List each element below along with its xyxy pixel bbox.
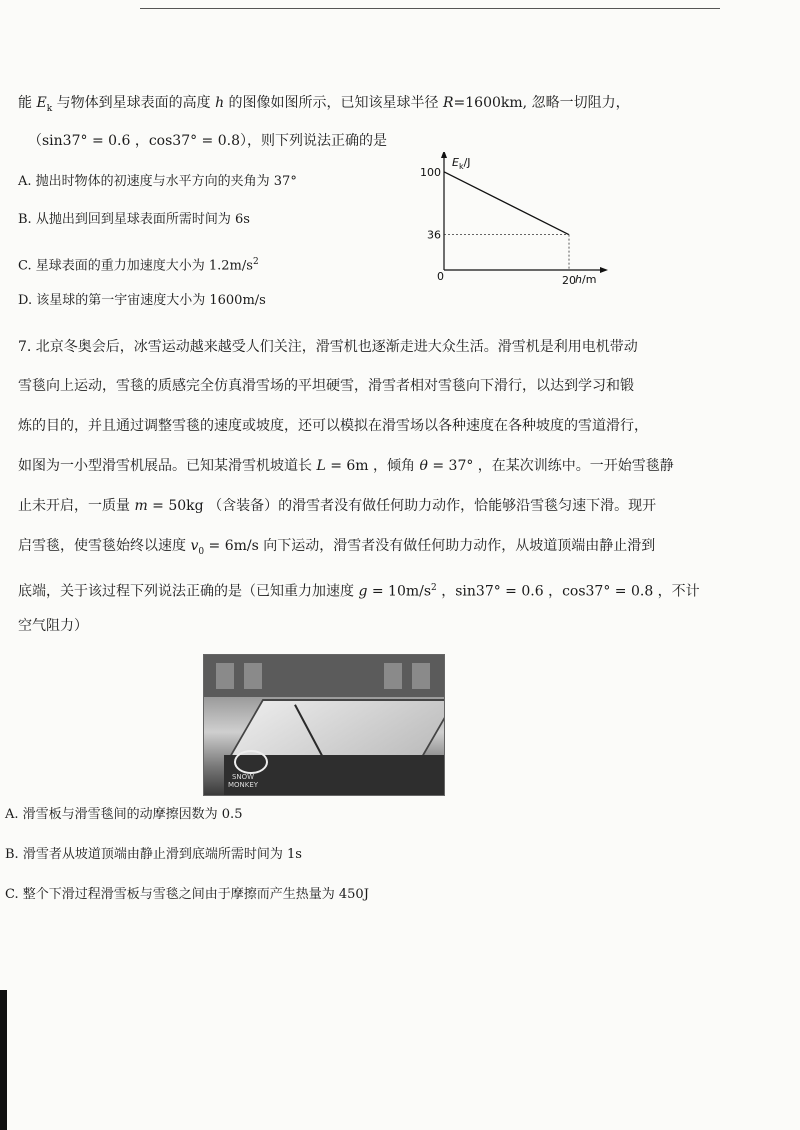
graph-y-label: $E_k/J$: [452, 156, 471, 171]
q7-option-c: C. 整个下滑过程滑雪板与雪毯之间由于摩擦而产生热量为 450J: [5, 887, 369, 902]
brand-text: SNOW MONKEY: [228, 773, 259, 789]
q7-stem-line-1: 7. 北京冬奥会后，冰雪运动越来越受人们关注，滑雪机也逐渐走进大众生活。滑雪机是利用电机带动: [18, 339, 638, 355]
q6-stem-line-1: 能 $E_k$ 与物体到星球表面的高度 h 的图像如图所示，已知该星球半径 R=1600km, 忽略一切阻力，: [18, 95, 630, 114]
q7-stem-line-5: 止未开启，一质量 m = 50kg （含装备）的滑雪者没有做任何助力动作，恰能够沿雪毯匀速下滑。现开: [18, 498, 657, 514]
y-tick-label-100: 100: [420, 165, 441, 179]
q6-stem-line-2: （sin37° = 0.6 ，cos37° = 0.8），则下列说法正确的是: [28, 133, 388, 149]
q7-stem-line-3: 炼的目的，并且通过调整雪毯的速度或坡度，还可以模拟在滑雪场以各种速度在各种坡度的雪道滑行，: [18, 418, 648, 434]
scan-edge-line: [140, 8, 720, 9]
q7-stem-line-8: 空气阻力）: [18, 618, 88, 634]
y-axis-arrow: [441, 152, 447, 158]
x-tick-label-20: 20: [562, 274, 576, 287]
q7-option-a: A. 滑雪板与滑雪毯间的动摩擦因数为 0.5: [5, 807, 243, 822]
x-axis-arrow: [600, 267, 608, 273]
graph-origin-label: 0: [437, 270, 444, 283]
ski-machine-photo: [203, 654, 445, 796]
q7-stem-line-7: 底端，关于该过程下列说法正确的是（已知重力加速度 $g = 10m/s^2$ ，sin37° = 0.6 ，cos37° = 0.8 ，不计: [18, 583, 700, 600]
q6-option-d: D. 该星球的第一宇宙速度大小为 1600m/s: [18, 293, 266, 308]
q7-stem-line-4: 如图为一小型滑雪机展品。已知某滑雪机坡道长 L = 6m ，倾角 θ = 37° ，在某次训练中。一开始雪毯静: [18, 458, 674, 474]
scan-shadow: [0, 990, 7, 1130]
q7-stem-line-6: 启雪毯，使雪毯始终以速度 $v_0 = 6m/s$ 向下运动，滑雪者没有做任何助力动作，从坡道顶端由静止滑到: [18, 538, 656, 557]
q6-option-b: B. 从抛出到回到星球表面所需时间为 6s: [18, 212, 250, 227]
brand-logo: [234, 750, 268, 774]
graph-marks: [420, 166, 576, 287]
q7-stem-line-2: 雪毯向上运动，雪毯的质感完全仿真滑雪场的平坦硬雪，滑雪者相对雪毯向下滑行，以达到学习和锻: [18, 378, 634, 394]
q7-option-b: B. 滑雪者从坡道顶端由静止滑到底端所需时间为 1s: [5, 847, 302, 862]
q6-option-a: A. 抛出时物体的初速度与水平方向的夹角为 37°: [18, 174, 297, 189]
graph-x-label: h/m: [575, 273, 597, 286]
q6-option-c: C. 星球表面的重力加速度大小为 $1.2m/s^2$: [18, 257, 259, 274]
ek-h-graph: [410, 152, 610, 292]
y-tick-label-36: 36: [427, 228, 441, 242]
ek-series-line: [444, 172, 569, 235]
